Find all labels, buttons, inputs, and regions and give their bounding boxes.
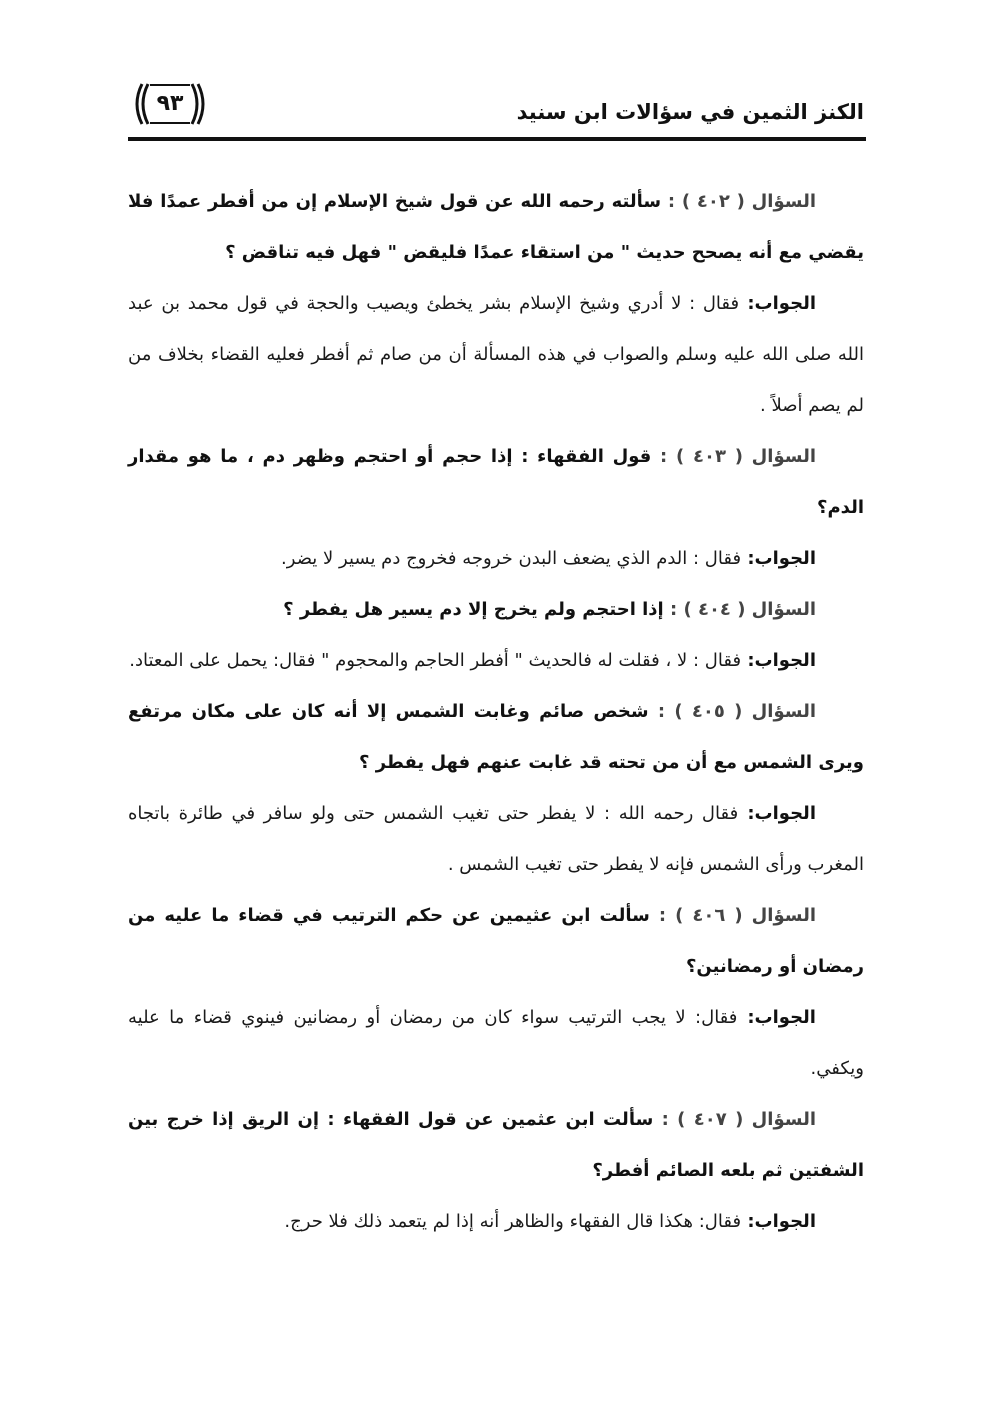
answer-text: فقال رحمه الله : لا يفطر حتى تغيب الشمس حتى ولو سافر في طائرة باتجاه المغرب ورأى الشمس فإنه لا يفطر حتى تغيب الشمس . [128, 803, 864, 875]
answer-label: الجواب: [741, 650, 816, 671]
answer-label: الجواب: [741, 1211, 816, 1232]
book-title: الكنز الثمين في سؤالات ابن سنيد [516, 100, 864, 124]
question-text: سألته رحمه الله عن قول شيخ الإسلام إن من أفطر عمدًا فلا يقضي مع أنه يصحح حديث " من استقاء عمدًا فليقض " فهل فيه تناقض ؟ [128, 191, 864, 263]
answer-text: فقال : لا ، فقلت له فالحديث " أفطر الحاجم والمحجوم " فقال: يحمل على المعتاد. [129, 650, 742, 671]
answer-405 [128, 788, 864, 890]
answer-text: فقال : الدم الذي يضعف البدن خروجه فخروج دم يسير لا يضر. [281, 548, 742, 569]
answer-404 [128, 635, 864, 686]
question-text: سألت ابن عثمين عن قول الفقهاء : إن الريق إذا خرج بين الشفتين ثم بلعه الصائم أفطر؟ [128, 1109, 864, 1181]
header-divider [128, 137, 866, 141]
answer-label: الجواب: [739, 293, 816, 314]
question-403 [128, 431, 864, 533]
answer-text: فقال: لا يجب الترتيب سواء كان من رمضان أو رمضانين فينوي قضاء ما عليه ويكفي. [128, 1007, 864, 1079]
question-label: السؤال ( ٤٠٤ ) : [663, 599, 816, 620]
question-text: إذا احتجم ولم يخرج إلا دم يسير هل يفطر ؟ [283, 599, 664, 620]
answer-407 [128, 1196, 864, 1247]
answer-402 [128, 278, 864, 431]
question-label: السؤال ( ٤٠٢ ) : [661, 191, 816, 212]
question-405 [128, 686, 864, 788]
page-header [128, 78, 864, 136]
answer-text: فقال : لا أدري وشيخ الإسلام بشر يخطئ ويصيب والحجة في قول محمد بن عبد الله صلى الله عليه وسلم والصواب في هذه المسألة أن من صام ثم أفطر فعليه القضاء بخلاف من لم يصم أصلاً . [128, 293, 864, 416]
page-number-frame [128, 82, 212, 126]
question-404 [128, 584, 864, 635]
question-label: السؤال ( ٤٠٦ ) : [649, 905, 816, 926]
answer-403 [128, 533, 864, 584]
qa-content [128, 176, 864, 1247]
question-label: السؤال ( ٤٠٥ ) : [648, 701, 816, 722]
answer-406 [128, 992, 864, 1094]
answer-text: فقال: هكذا قال الفقهاء والظاهر أنه إذا لم يتعمد ذلك فلا حرج. [284, 1211, 742, 1232]
question-text: شخص صائم وغابت الشمس إلا أنه كان على مكان مرتفع ويرى الشمس مع أن من تحته قد غابت عنهم فهل يفطر ؟ [128, 701, 864, 773]
question-label: السؤال ( ٤٠٧ ) : [653, 1109, 817, 1130]
answer-label: الجواب: [741, 548, 816, 569]
answer-label: الجواب: [737, 1007, 816, 1028]
question-label: السؤال ( ٤٠٣ ) : [651, 446, 816, 467]
question-402 [128, 176, 864, 278]
question-text: قول الفقهاء : إذا حجم أو احتجم وظهر دم ، ما هو مقدار الدم؟ [128, 446, 864, 518]
answer-label: الجواب: [738, 803, 816, 824]
question-407 [128, 1094, 864, 1196]
question-text: سألت ابن عثيمين عن حكم الترتيب في قضاء ما عليه من رمضان أو رمضانين؟ [128, 905, 864, 977]
question-406 [128, 890, 864, 992]
page-number: ٩٣ [156, 91, 184, 116]
